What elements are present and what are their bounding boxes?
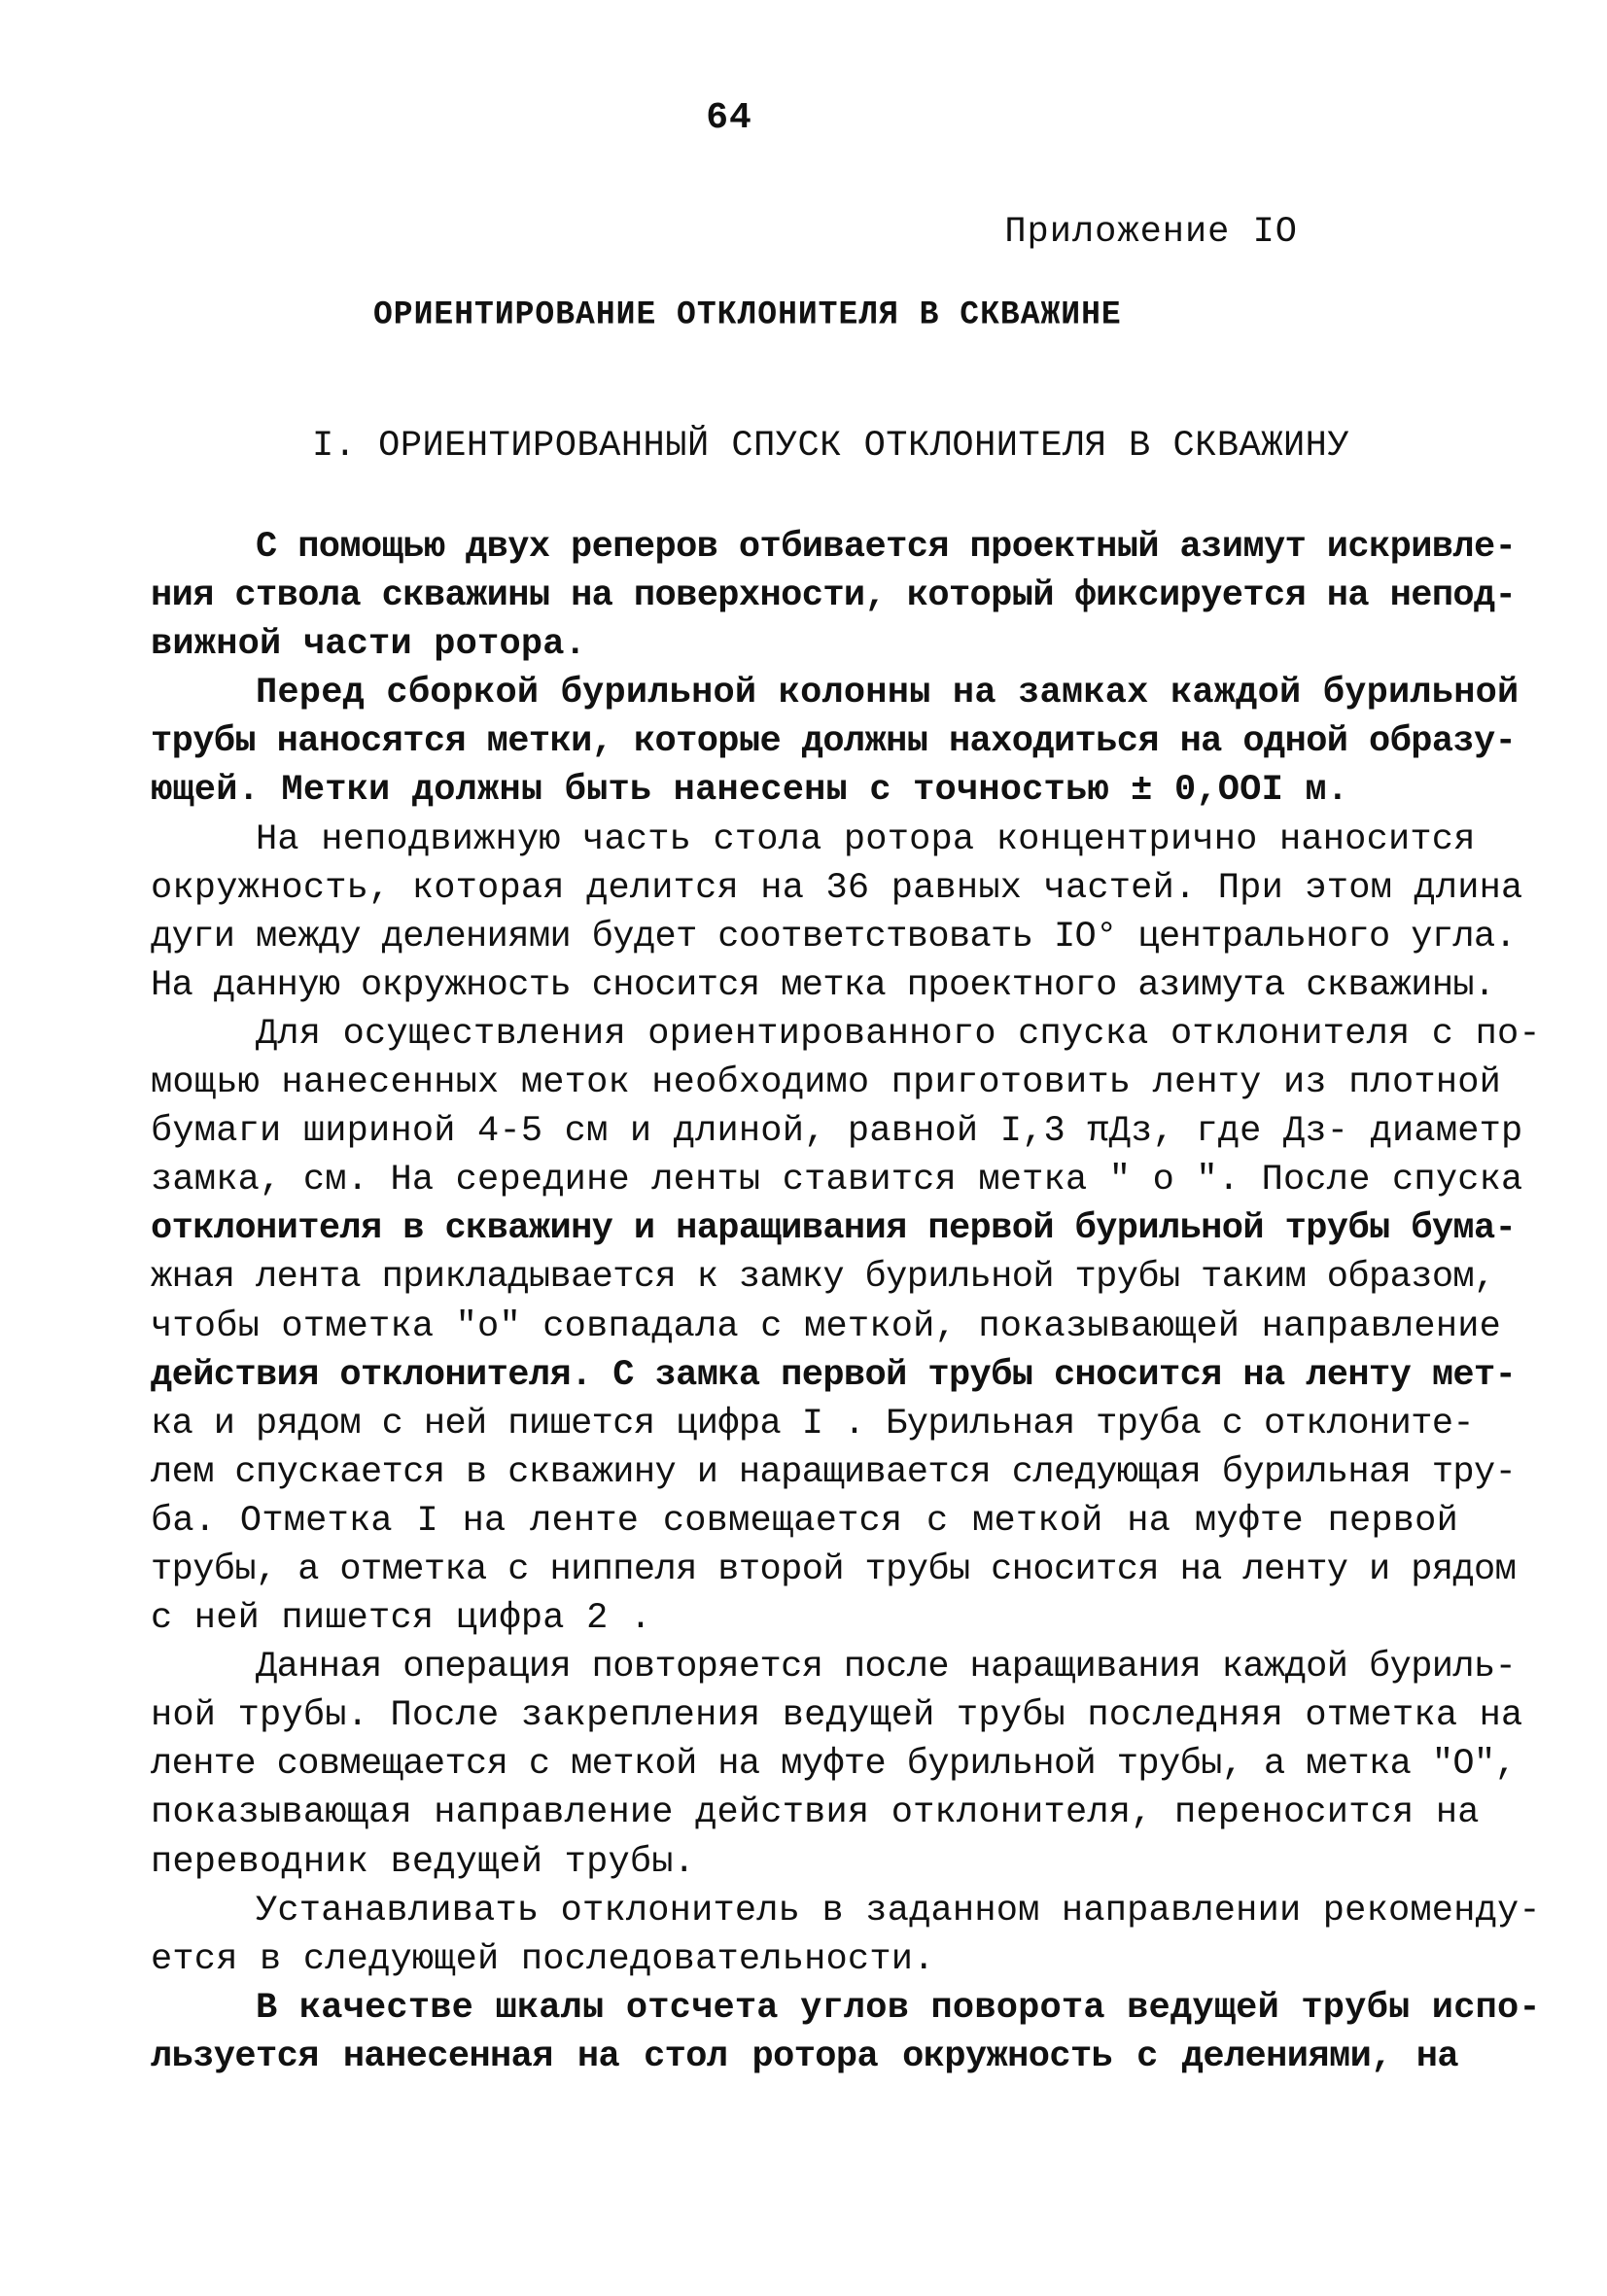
text-line: Устанавливать отклонитель в заданном направлении рекоменду-: [256, 1890, 1541, 1931]
text-line: В качестве шкалы отсчета углов поворота ведущей трубы испо-: [256, 1987, 1541, 2029]
text-line: ленте совмещается с меткой на муфте бурильной трубы, а метка "О",: [151, 1744, 1517, 1786]
text-line: Перед сборкой бурильной колонны на замках каждой бурильной: [256, 673, 1520, 714]
page-number: 64: [706, 97, 752, 139]
text-line: льзуется нанесенная на стол ротора окружность с делениями, на: [151, 2035, 1458, 2077]
text-line: ется в следующей последовательности.: [151, 1938, 935, 1980]
text-line: ющей. Метки должны быть нанесены с точностью ± 0,OOI м.: [151, 770, 1349, 812]
text-line: отклонителя в скважину и наращивания первой бурильной трубы бума-: [151, 1208, 1517, 1250]
text-line: ба. Отметка I на ленте совмещается с меткой на муфте первой: [151, 1500, 1458, 1542]
text-line: чтобы отметка "о" совпадала с меткой, показывающей направление: [151, 1305, 1502, 1347]
text-line: дуги между делениями будет соответствовать IO° центрального угла.: [151, 916, 1517, 957]
text-line: На данную окружность сносится метка проектного азимута скважины.: [151, 964, 1495, 1006]
text-line: бумаги шириной 4-5 см и длиной, равной I,3 πДз, где Дз- диаметр: [151, 1111, 1523, 1153]
text-line: показывающая направление действия отклонителя, переносится на: [151, 1792, 1480, 1834]
body-text: [151, 523, 1541, 2081]
appendix-label: Приложение IO: [1004, 212, 1298, 253]
text-line: С помощью двух реперов отбивается проектный азимут искривле-: [256, 527, 1517, 568]
text-line: ния ствола скважины на поверхности, который фиксируется на непод-: [151, 575, 1517, 617]
text-line: На неподвижную часть стола ротора концентрично наносится: [256, 818, 1476, 860]
text-line: замка, см. На середине ленты ставится метка " о ". После спуска: [151, 1160, 1523, 1201]
text-line: трубы наносятся метки, которые должны находиться на одной образу-: [151, 721, 1517, 763]
text-line: ной трубы. После закрепления ведущей трубы последняя отметка на: [151, 1695, 1523, 1737]
text-line: вижной части ротора.: [151, 624, 587, 666]
text-line: жная лента прикладывается к замку бурильной трубы таким образом,: [151, 1257, 1495, 1299]
text-line: окружность, которая делится на 36 равных частей. При этом длина: [151, 867, 1523, 909]
text-line: переводник ведущей трубы.: [151, 1841, 696, 1883]
text-line: лем спускается в скважину и наращивается следующая бурильная тру-: [151, 1451, 1517, 1493]
text-line: Для осуществления ориентированного спуска отклонителя с по-: [256, 1013, 1541, 1055]
section-title: I. ОРИЕНТИРОВАННЫЙ СПУСК ОТКЛОНИТЕЛЯ В СКВАЖИНУ: [312, 426, 1350, 467]
text-line: с ней пишется цифра 2 .: [151, 1598, 652, 1640]
text-line: действия отклонителя. С замка первой трубы сносится на ленту мет-: [151, 1354, 1517, 1396]
document-title: ОРИЕНТИРОВАНИЕ ОТКЛОНИТЕЛЯ В СКВАЖИНЕ: [373, 296, 1122, 333]
text-line: трубы, а отметка с ниппеля второй трубы сносится на ленту и рядом: [151, 1548, 1517, 1590]
text-line: Данная операция повторяется после наращивания каждой буриль-: [256, 1647, 1517, 1688]
text-line: мощью нанесенных меток необходимо приготовить ленту из плотной: [151, 1062, 1502, 1104]
text-line: ка и рядом с ней пишется цифра I . Бурильная труба с отклоните-: [151, 1403, 1475, 1444]
